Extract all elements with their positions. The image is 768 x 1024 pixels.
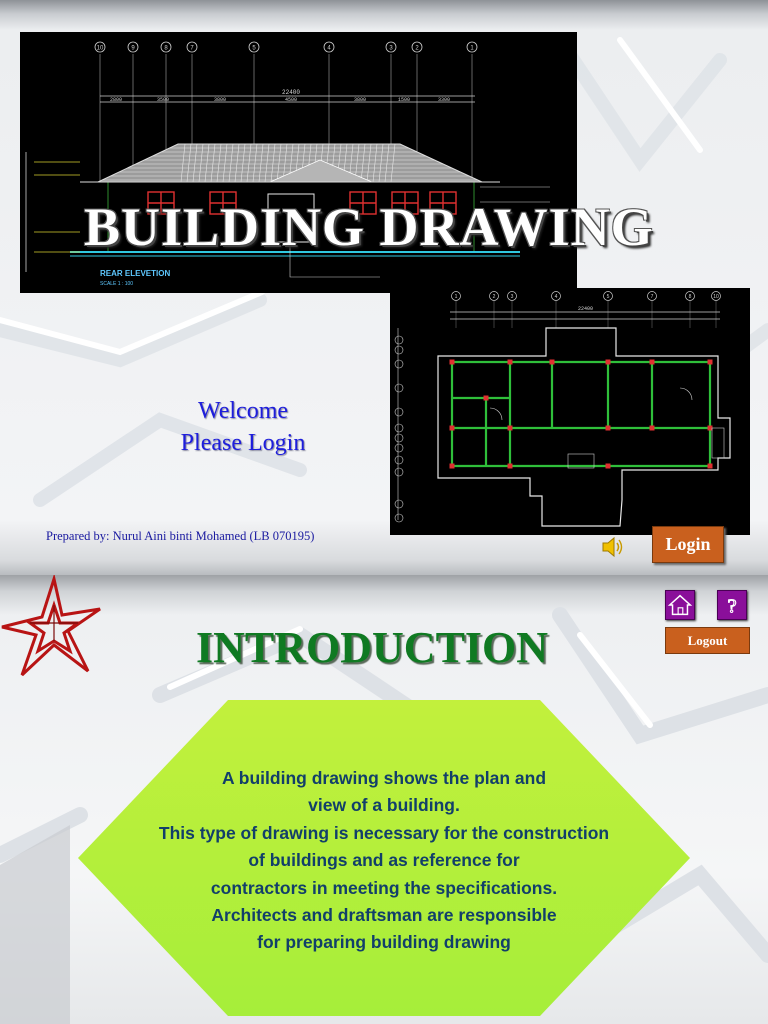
floor-plan-drawing [390,288,750,535]
svg-text:7: 7 [650,294,654,300]
plan-grid-bubble [648,292,657,301]
login-prompt: Please Login [180,430,306,456]
grid-bubble [128,42,138,52]
plan-grid-bubble [712,292,721,301]
plan-grid-bubble [452,292,461,301]
login-button[interactable]: Login [652,526,724,563]
svg-text:4: 4 [554,294,558,300]
svg-text:2: 2 [415,45,419,52]
svg-text:1: 1 [470,45,474,52]
welcome-message [170,395,316,459]
help-button[interactable] [717,590,747,620]
body-line: view of a building. [308,795,460,816]
floor-plan-svg [390,288,750,535]
grid-bubble [249,42,259,52]
svg-text:2: 2 [492,294,496,300]
body-line: A building drawing shows the plan and [221,768,547,788]
plan-total-dimension: 22400 [578,306,594,312]
svg-text:9: 9 [131,45,135,52]
plan-grid-bubble [552,292,561,301]
grid-bubble [386,42,396,52]
introduction-title: INTRODUCTION [196,623,549,672]
svg-text:?: ? [727,595,737,618]
plan-grid-bubble [604,292,613,301]
dimension-text: 3300 [437,97,451,103]
svg-text:1: 1 [454,294,458,300]
welcome-line: Welcome [197,398,289,424]
help-icon [718,591,746,619]
svg-text:3: 3 [510,294,514,300]
home-icon [666,591,694,619]
grid-bubble [467,42,477,52]
dimension-text: 3800 [353,97,367,103]
elevation-scale: SCALE 1 : 100 [100,281,134,287]
total-dimension-text: 22400 [282,89,301,96]
prepared-by-credit: Prepared by: Nurul Aini binti Mohamed (LB 070195) [46,529,315,543]
plan-grid-bubble [490,292,499,301]
svg-text:10: 10 [713,294,719,300]
dimension-text: 4500 [284,97,298,103]
dimension-text: 2800 [109,97,123,103]
grid-bubble [324,42,334,52]
svg-text:10: 10 [96,45,104,52]
introduction-body [110,765,658,957]
svg-text:5: 5 [606,294,610,300]
svg-text:5: 5 [252,45,256,52]
body-line: for preparing building drawing [257,932,511,953]
grid-bubble [187,42,197,52]
body-line: This type of drawing is necessary for the construction [158,822,610,843]
svg-text:3: 3 [389,45,393,52]
body-line: Architects and draftsman are responsible [211,905,557,926]
svg-text:7: 7 [190,45,194,52]
svg-text:4: 4 [327,45,331,52]
plan-grid-bubble [508,292,517,301]
plan-grid-bubble [686,292,695,301]
logout-button[interactable]: Logout [665,627,750,654]
svg-text:8: 8 [688,294,692,300]
speaker-icon[interactable] [600,534,626,560]
body-line: contractors in meeting the specifications. [210,877,558,898]
elevation-caption: REAR ELEVETION [100,269,171,278]
dimension-text: 3800 [213,97,227,103]
home-button[interactable] [665,590,695,620]
grid-bubble [95,42,105,52]
dimension-text: 1500 [397,97,411,103]
grid-bubbles [95,42,477,52]
grid-bubble [161,42,171,52]
body-line: of buildings and as reference for [248,850,520,871]
grid-bubble [412,42,422,52]
svg-text:8: 8 [164,45,168,52]
star-logo-icon [0,575,108,681]
dimension-text: 3500 [156,97,170,103]
main-title: BUILDING DRAWING [84,197,654,257]
